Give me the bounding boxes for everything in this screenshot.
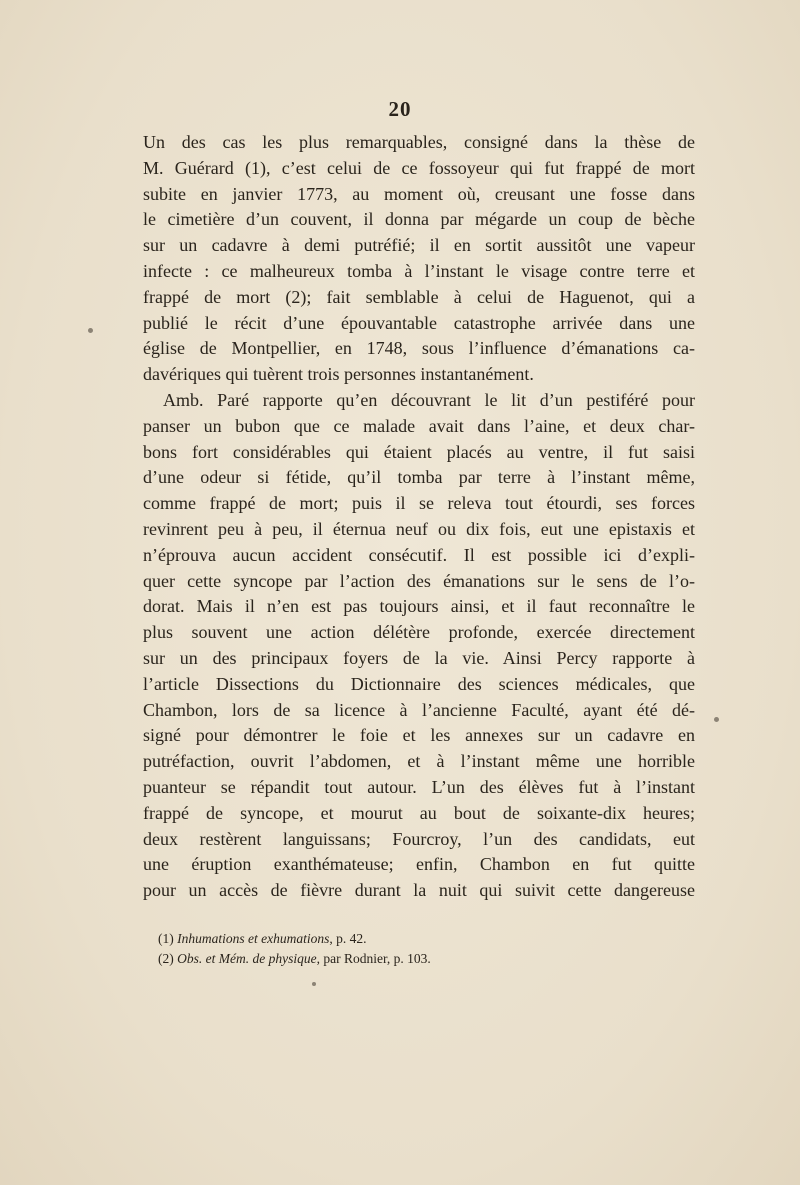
body-line: panser un bubon que ce malade avait dans l’aine, et deux char- [143, 415, 695, 436]
margin-mark [88, 328, 93, 333]
footnote-title: Obs. et Mém. de physique [177, 951, 317, 966]
body-line: église de Montpellier, en 1748, sous l’influence d’émanations ca- [143, 338, 695, 359]
body-line: M. Guérard (1), c’est celui de ce fossoyeur qui fut frappé de mort [143, 157, 695, 178]
body-line: Un des cas les plus remarquables, consigné dans la thèse de [143, 132, 695, 152]
body-line: sur un cadavre à demi putréfié; il en sortit aussitôt une vapeur [143, 235, 695, 256]
body-line: publié le récit d’une épouvantable catastrophe arrivée dans une [143, 312, 695, 333]
body-line: plus souvent une action délétère profonde, exercée directement [143, 622, 695, 643]
body-line: n’éprouva aucun accident consécutif. Il est possible ici d’expli- [143, 544, 695, 565]
body-line: Amb. Paré rapporte qu’en découvrant le lit d’un pestiféré pour [163, 389, 695, 410]
body-line: frappé de mort (2); fait semblable à celui de Haguenot, qui a [143, 286, 695, 307]
footnote-marker: (2) [158, 951, 174, 966]
body-line: subite en janvier 1773, au moment où, creusant une fosse dans [143, 183, 695, 204]
footnote-rest: , p. 42. [329, 931, 367, 946]
footnote [158, 929, 678, 949]
body-line: une éruption exanthémateuse; enfin, Chambon en fut quitte [143, 854, 695, 875]
body-line: puanteur se répandit tout autour. L’un des élèves fut à l’instant [143, 776, 695, 797]
footnote-title: Inhumations et exhumations [177, 931, 330, 946]
body-text [143, 130, 695, 904]
body-line: pour un accès de fièvre durant la nuit qui suivit cette dangereuse [143, 880, 695, 901]
footnote-rest: , par Rodnier, p. 103. [316, 951, 431, 966]
page-number: 20 [388, 97, 412, 121]
body-line: bons fort considérables qui étaient placés au ventre, il fut saisi [143, 441, 695, 462]
margin-mark [714, 717, 719, 722]
body-line: signé pour démontrer le foie et les annexes sur un cadavre en [143, 725, 695, 746]
footnotes [158, 929, 678, 969]
body-line: quer cette syncope par l’action des émanations sur le sens de l’o- [143, 570, 695, 591]
body-line: comme frappé de mort; puis il se releva tout étourdi, ses forces [143, 493, 695, 514]
margin-mark [312, 982, 316, 986]
body-line: deux restèrent languissans; Fourcroy, l’un des candidats, eut [143, 828, 695, 849]
body-line: frappé de syncope, et mourut au bout de soixante-dix heures; [143, 802, 695, 823]
body-line: d’une odeur si fétide, qu’il tomba par terre à l’instant même, [143, 467, 695, 488]
footnote [158, 949, 678, 969]
body-line: l’article Dissections du Dictionnaire des sciences médicales, que [143, 673, 695, 694]
body-line: revinrent peu à peu, il éternua neuf ou dix fois, eut une epistaxis et [143, 518, 695, 539]
body-line: davériques qui tuèrent trois personnes instantanément. [143, 364, 534, 385]
body-line: putréfaction, ouvrit l’abdomen, et à l’instant même une horrible [143, 751, 695, 772]
body-line: sur un des principaux foyers de la vie. Ainsi Percy rapporte à [143, 647, 695, 668]
body-line: Chambon, lors de sa licence à l’ancienne Faculté, ayant été dé- [143, 699, 695, 720]
body-line: le cimetière d’un couvent, il donna par mégarde un coup de bèche [143, 209, 695, 230]
body-line: dorat. Mais il n’en est pas toujours ainsi, et il faut reconnaître le [143, 596, 695, 617]
body-line: infecte : ce malheureux tomba à l’instant le visage contre terre et [143, 260, 695, 281]
footnote-marker: (1) [158, 931, 174, 946]
